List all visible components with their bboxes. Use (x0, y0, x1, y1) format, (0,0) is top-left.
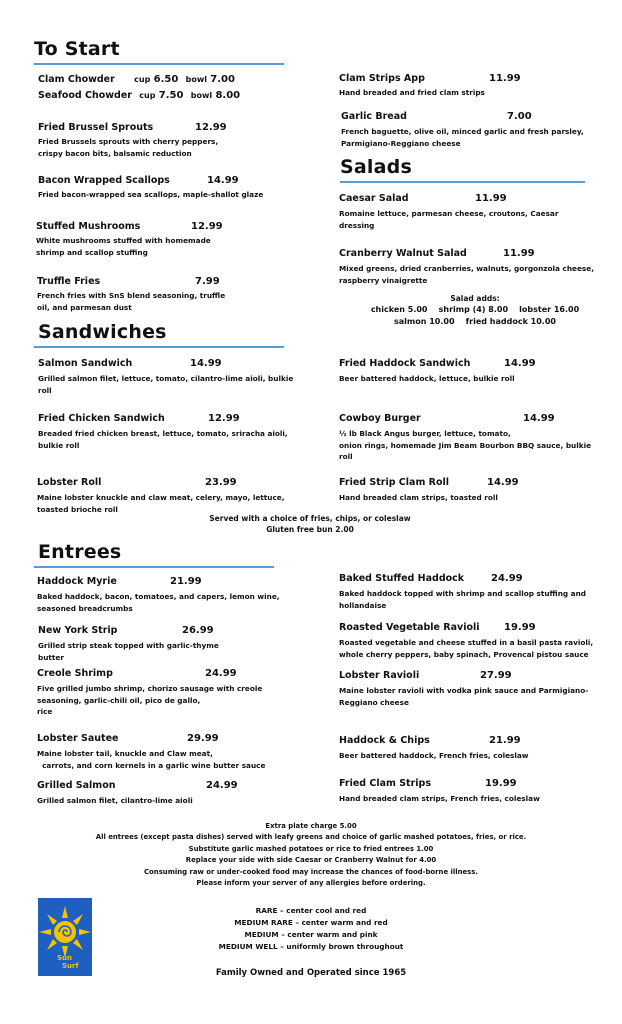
desc-line: ½ lb Black Angus burger, lettuce, tomato, (339, 429, 511, 438)
desc-line: Roasted vegetable and cheese stuffed in a basil pasta ravioli, (339, 638, 594, 647)
item-name: Lobster Sautee (37, 733, 119, 744)
desc-line: Maine lobster tail, knuckle and Claw meat, (37, 749, 213, 758)
note-line: Please inform your server of any allergies before ordering. (196, 879, 426, 888)
item-name: Lobster Ravioli (339, 670, 420, 681)
item-name: Roasted Vegetable Ravioli (339, 622, 480, 633)
desc-line: seasoned breadcrumbs (37, 603, 133, 613)
item-description (339, 588, 586, 611)
desc-line: roll (38, 385, 52, 395)
note-line: Consuming raw or under-cooked food may increase the chances of food-borne illness. (144, 867, 478, 876)
cup-label: cup (134, 75, 151, 84)
item-price: 14.99 (523, 413, 555, 424)
item-price: 12.99 (191, 221, 223, 232)
item-description (37, 591, 280, 614)
item-price: 24.99 (205, 668, 237, 679)
desc-line: Maine lobster ravioli with vodka pink sauce and Parmigiano- (339, 686, 589, 695)
sun-surf-logo (38, 898, 92, 976)
divider (34, 346, 284, 348)
item-description (339, 492, 498, 504)
item-description (37, 683, 262, 718)
desc-line: raspberry vinaigrette (339, 275, 428, 285)
item-name: Bacon Wrapped Scallops (38, 175, 170, 186)
item-name: Garlic Bread (341, 111, 407, 122)
item-description (37, 290, 225, 313)
item-name: Truffle Fries (37, 276, 101, 287)
desc-line: crispy bacon bits, balsamic reduction (38, 148, 192, 158)
divider (34, 566, 274, 568)
item-description (36, 235, 211, 258)
item-description (339, 428, 591, 463)
logo-line: Sun (57, 954, 73, 962)
item-price: 21.99 (170, 576, 202, 587)
desc-line: Five grilled jumbo shrimp, chorizo sausage with creole (37, 684, 263, 693)
item-price: 21.99 (489, 735, 521, 746)
item-name: New York Strip (38, 625, 118, 636)
desc-line: Romaine lettuce, parmesan cheese, croutons, Caesar (339, 209, 559, 218)
item-description (38, 136, 218, 159)
logo-line: Surf (62, 962, 79, 970)
desc-line: onion rings, homemade Jim Beam Bourbon BBQ sauce, bulkie (339, 440, 592, 450)
cup-price: 6.50 (153, 74, 179, 85)
sandwich-note (160, 513, 460, 536)
item-description (341, 126, 584, 149)
desc-line: roll (339, 452, 353, 461)
section-heading-entrees: Entrees (38, 541, 122, 563)
item-price: 26.99 (182, 625, 214, 636)
note-line: Substitute garlic mashed potatoes or rice to fried entrees 1.00 (188, 844, 434, 853)
footer-text: Family Owned and Operated since 1965 (215, 968, 407, 978)
divider (340, 181, 585, 183)
item-price: 27.99 (480, 670, 512, 681)
chowder-row (38, 90, 240, 101)
note-line: Served with a choice of fries, chips, or coleslaw (209, 514, 411, 523)
desc-line: Fried bacon-wrapped sea scallops, maple-shallot glaze (38, 190, 264, 199)
section-heading-sandwiches: Sandwiches (38, 321, 167, 343)
note-line: Gluten free bun 2.00 (266, 525, 354, 535)
desc-line: seasoning, garlic-chili oil, pico de gallo, (37, 695, 201, 705)
item-price: 12.99 (195, 122, 227, 133)
desc-line: shrimp and scallop stuffing (36, 247, 148, 257)
item-name: Baked Stuffed Haddock (339, 573, 465, 584)
item-name: Fried Strip Clam Roll (339, 477, 450, 488)
desc-line: Beer battered haddock, lettuce, bulkie roll (339, 374, 515, 383)
item-name: Fried Chicken Sandwich (38, 413, 165, 424)
desc-line: Grilled salmon filet, cilantro-lime aioli (37, 796, 193, 805)
bowl-price: 7.00 (210, 74, 235, 85)
item-description (339, 208, 558, 231)
item-name: Clam Strips App (339, 73, 425, 84)
desc-line: whole cherry peppers, baby spinach, Provencal pistou sauce (339, 649, 589, 659)
item-name: Fried Haddock Sandwich (339, 358, 471, 369)
item-description (38, 189, 263, 201)
desc-line: French fries with SnS blend seasoning, truffle (37, 291, 226, 300)
doneness-line: MEDIUM – center warm and pink (244, 930, 378, 939)
item-price: 19.99 (485, 778, 517, 789)
item-description (339, 263, 594, 286)
item-price: 24.99 (491, 573, 523, 584)
item-description (38, 640, 219, 663)
item-name: Creole Shrimp (37, 668, 113, 679)
doneness-guide (170, 905, 452, 953)
salad-adds-title: Salad adds: (450, 294, 500, 303)
desc-line: Hand breaded and fried clam strips (339, 88, 485, 97)
item-price: 14.99 (207, 175, 239, 186)
item-description (339, 685, 588, 708)
desc-line: Hand breaded clam strips, French fries, coleslaw (339, 794, 540, 803)
desc-line: oil, and parmesan dust (37, 302, 132, 312)
desc-line: Reggiano cheese (339, 697, 409, 707)
item-name: Caesar Salad (339, 193, 409, 204)
desc-line: Grilled salmon filet, lettuce, tomato, cilantro-lime aioli, bulkie (38, 374, 294, 383)
desc-line: Baked haddock, bacon, tomatoes, and capers, lemon wine, (37, 592, 280, 601)
doneness-line: MEDIUM RARE – center warm and red (234, 918, 388, 927)
item-name: Lobster Roll (37, 477, 102, 488)
item-price: 7.00 (507, 111, 532, 122)
salad-adds (340, 293, 610, 327)
item-name: Fried Clam Strips (339, 778, 431, 789)
item-name: Salmon Sandwich (38, 358, 133, 369)
item-price: 24.99 (206, 780, 238, 791)
item-price: 14.99 (487, 477, 519, 488)
item-description (339, 637, 593, 660)
item-name: Haddock & Chips (339, 735, 430, 746)
item-price: 14.99 (190, 358, 222, 369)
bowl-label: bowl (190, 91, 213, 100)
item-name: Fried Brussel Sprouts (38, 122, 154, 133)
item-description (38, 428, 288, 451)
salad-adds-line: chicken 5.00 shrimp (4) 8.00 lobster 16.00 (370, 305, 580, 315)
desc-line: French baguette, olive oil, minced garlic and fresh parsley, (341, 127, 584, 136)
bowl-price: 8.00 (215, 90, 241, 101)
doneness-line: MEDIUM WELL – uniformly brown throughout (218, 942, 404, 951)
logo-text (57, 954, 79, 970)
item-price: 19.99 (504, 622, 536, 633)
desc-line: Mixed greens, dried cranberries, walnuts, gorgonzola cheese, (339, 264, 594, 273)
desc-line: dressing (339, 220, 375, 230)
entree-notes (70, 821, 552, 889)
item-price: 11.99 (503, 248, 535, 259)
desc-line: carrots, and corn kernels in a garlic wine butter sauce (37, 760, 266, 770)
note-line: All entrees (except pasta dishes) served with leafy greens and choice of garlic mashed potatoes, fries, or rice. (95, 833, 527, 842)
cup-price: 7.50 (158, 90, 184, 101)
desc-line: Hand breaded clam strips, toasted roll (339, 493, 498, 502)
desc-line: Beer battered haddock, French fries, coleslaw (339, 751, 529, 760)
desc-line: Baked haddock topped with shrimp and scallop stuffing and (339, 589, 586, 598)
item-name: Stuffed Mushrooms (36, 221, 141, 232)
note-line: Extra plate charge 5.00 (265, 822, 357, 830)
item-price: 7.99 (195, 276, 220, 287)
section-heading-to-start: To Start (34, 38, 120, 60)
item-name: Cowboy Burger (339, 413, 421, 424)
desc-line: rice (37, 707, 53, 716)
item-name: Haddock Myrie (37, 576, 117, 587)
cup-label: cup (139, 91, 156, 100)
item-name: Cranberry Walnut Salad (339, 248, 467, 259)
item-price: 12.99 (208, 413, 240, 424)
item-price: 29.99 (187, 733, 219, 744)
desc-line: hollandaise (339, 600, 387, 610)
item-description (339, 373, 515, 385)
chowder-row (38, 74, 235, 85)
desc-line: Grilled strip steak topped with garlic-thyme (38, 641, 219, 650)
note-line: Replace your side with side Caesar or Cranberry Walnut for 4.00 (185, 856, 437, 865)
item-name: Clam Chowder (38, 74, 115, 85)
item-name: Seafood Chowder (38, 90, 132, 101)
item-description (38, 373, 293, 396)
desc-line: toasted brioche roll (37, 504, 118, 514)
doneness-line: RARE – center cool and red (255, 906, 367, 915)
desc-line: bulkie roll (38, 440, 80, 450)
item-description (37, 492, 285, 515)
item-price: 11.99 (489, 73, 521, 84)
desc-line: Breaded fried chicken breast, lettuce, tomato, sriracha aioli, (38, 429, 288, 438)
item-description (339, 87, 485, 99)
item-price: 23.99 (205, 477, 237, 488)
item-price: 11.99 (475, 193, 507, 204)
item-description (339, 793, 540, 805)
item-name: Grilled Salmon (37, 780, 116, 791)
item-price: 14.99 (504, 358, 536, 369)
item-description (339, 750, 529, 762)
desc-line: Parmigiano-Reggiano cheese (341, 138, 461, 148)
desc-line: Maine lobster knuckle and claw meat, celery, mayo, lettuce, (37, 493, 285, 502)
desc-line: Fried Brussels sprouts with cherry peppers, (38, 137, 219, 146)
salad-adds-line: salmon 10.00 fried haddock 10.00 (394, 316, 556, 326)
desc-line: White mushrooms stuffed with homemade (36, 236, 211, 245)
desc-line: butter (38, 652, 64, 662)
section-heading-salads: Salads (340, 156, 412, 178)
bowl-label: bowl (185, 75, 207, 84)
divider (34, 63, 284, 65)
item-description (37, 795, 193, 807)
item-description (37, 748, 265, 771)
